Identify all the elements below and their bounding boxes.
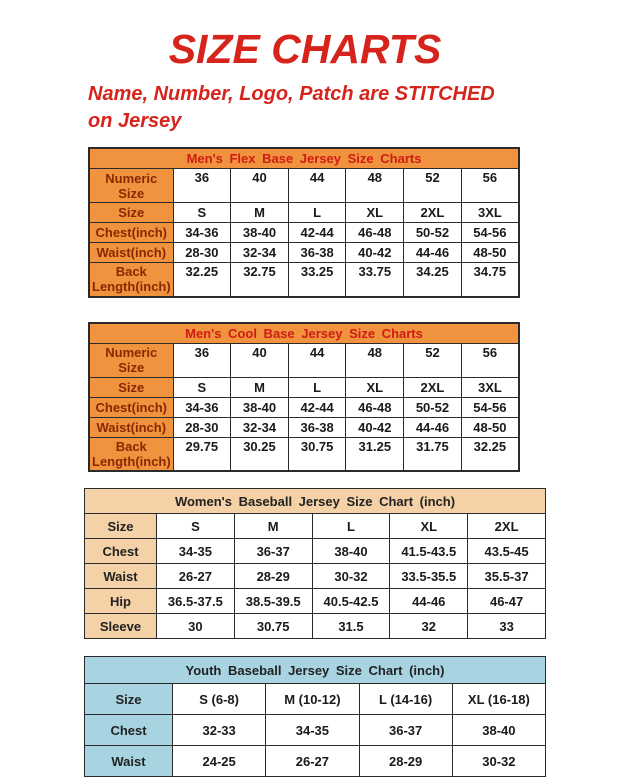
size-cell: 50-52 — [404, 397, 462, 417]
size-cell: 52 — [404, 343, 462, 377]
size-cell: XL — [346, 377, 404, 397]
youth-baseball-size-table — [84, 656, 546, 777]
size-cell: 32 — [390, 614, 468, 639]
size-cell: S (6-8) — [173, 684, 266, 715]
row-label: Back Length(inch) — [89, 263, 173, 297]
size-cell: 31.5 — [312, 614, 390, 639]
row-label: Size — [85, 514, 157, 539]
row-label: Waist — [85, 564, 157, 589]
size-cell: 28-30 — [173, 243, 231, 263]
size-cell: 36-37 — [359, 715, 452, 746]
size-cell: 34.25 — [404, 263, 462, 297]
size-cell: 26-27 — [157, 564, 235, 589]
size-cell: 52 — [404, 169, 462, 203]
size-cell: 40 — [231, 169, 289, 203]
size-cell: 40-42 — [346, 243, 404, 263]
table-title: Youth Baseball Jersey Size Chart (inch) — [85, 657, 546, 684]
row-label: Back Length(inch) — [89, 437, 173, 471]
size-cell: 54-56 — [461, 397, 519, 417]
size-cell: M (10-12) — [266, 684, 359, 715]
size-cell: S — [157, 514, 235, 539]
row-label: Hip — [85, 589, 157, 614]
size-cell: 33.25 — [288, 263, 346, 297]
size-cell: 44-46 — [404, 417, 462, 437]
size-cell: 31.25 — [346, 437, 404, 471]
size-cell: 42-44 — [288, 223, 346, 243]
size-cell: 30-32 — [452, 746, 545, 777]
size-chart-flyer — [0, 26, 638, 776]
size-cell: 2XL — [404, 203, 462, 223]
size-cell: 33.75 — [346, 263, 404, 297]
size-cell: 36-38 — [288, 417, 346, 437]
row-label: Size — [89, 203, 173, 223]
size-cell: 30.25 — [231, 437, 289, 471]
size-cell: 30-32 — [312, 564, 390, 589]
row-label: Size — [89, 377, 173, 397]
page-subtitle: Name, Number, Logo, Patch are STITCHED on Jersey — [88, 83, 495, 132]
size-cell: 33 — [468, 614, 546, 639]
row-label: Waist(inch) — [89, 417, 173, 437]
row-label: Chest — [85, 715, 173, 746]
size-cell: 48 — [346, 343, 404, 377]
womens-baseball-size-table — [84, 488, 546, 639]
row-label: Chest — [85, 539, 157, 564]
size-cell: 44-46 — [404, 243, 462, 263]
size-cell: XL (16-18) — [452, 684, 545, 715]
size-cell: 43.5-45 — [468, 539, 546, 564]
size-cell: S — [173, 377, 231, 397]
row-label: Waist(inch) — [89, 243, 173, 263]
size-cell: 34-36 — [173, 223, 231, 243]
table-title: Men's Cool Base Jersey Size Charts — [89, 323, 519, 344]
table-title: Women's Baseball Jersey Size Chart (inch) — [85, 489, 546, 514]
size-cell: 38-40 — [231, 397, 289, 417]
size-cell: L — [288, 203, 346, 223]
size-cell: 44 — [288, 343, 346, 377]
size-cell: M — [231, 377, 289, 397]
size-cell: L — [312, 514, 390, 539]
size-cell: 2XL — [404, 377, 462, 397]
size-cell: 42-44 — [288, 397, 346, 417]
row-label: Chest(inch) — [89, 223, 173, 243]
size-cell: 31.75 — [404, 437, 462, 471]
size-cell: M — [234, 514, 312, 539]
size-cell: 56 — [461, 169, 519, 203]
size-cell: 34-35 — [157, 539, 235, 564]
size-cell: 36 — [173, 343, 231, 377]
size-cell: 32.25 — [461, 437, 519, 471]
size-cell: 34.75 — [461, 263, 519, 297]
size-cell: 28-29 — [359, 746, 452, 777]
size-cell: 38.5-39.5 — [234, 589, 312, 614]
size-cell: XL — [390, 514, 468, 539]
row-label: Numeric Size — [89, 169, 173, 203]
row-label: Chest(inch) — [89, 397, 173, 417]
size-cell: 36-38 — [288, 243, 346, 263]
size-cell: S — [173, 203, 231, 223]
size-cell: 40.5-42.5 — [312, 589, 390, 614]
size-cell: 36 — [173, 169, 231, 203]
size-cell: 3XL — [461, 377, 519, 397]
size-cell: 50-52 — [404, 223, 462, 243]
table-title: Men's Flex Base Jersey Size Charts — [89, 148, 519, 169]
size-cell: 46-48 — [346, 397, 404, 417]
size-cell: 33.5-35.5 — [390, 564, 468, 589]
row-label: Waist — [85, 746, 173, 777]
size-cell: 38-40 — [452, 715, 545, 746]
size-cell: XL — [346, 203, 404, 223]
size-cell: 2XL — [468, 514, 546, 539]
size-cell: M — [231, 203, 289, 223]
page-title: SIZE CHARTS — [168, 26, 442, 72]
size-cell: 32-34 — [231, 243, 289, 263]
size-cell: 30 — [157, 614, 235, 639]
size-cell: 40 — [231, 343, 289, 377]
size-cell: 26-27 — [266, 746, 359, 777]
size-cell: 36.5-37.5 — [157, 589, 235, 614]
size-cell: L (14-16) — [359, 684, 452, 715]
size-cell: 41.5-43.5 — [390, 539, 468, 564]
size-cell: 32-34 — [231, 417, 289, 437]
size-cell: 28-29 — [234, 564, 312, 589]
size-cell: 29.75 — [173, 437, 231, 471]
size-cell: 34-35 — [266, 715, 359, 746]
size-cell: 30.75 — [288, 437, 346, 471]
size-cell: 56 — [461, 343, 519, 377]
size-cell: 3XL — [461, 203, 519, 223]
size-cell: 35.5-37 — [468, 564, 546, 589]
size-cell: 32.25 — [173, 263, 231, 297]
size-cell: 48-50 — [461, 243, 519, 263]
size-cell: 32-33 — [173, 715, 266, 746]
row-label: Sleeve — [85, 614, 157, 639]
size-cell: 38-40 — [312, 539, 390, 564]
size-cell: 46-48 — [346, 223, 404, 243]
row-label: Size — [85, 684, 173, 715]
size-cell: 24-25 — [173, 746, 266, 777]
size-cell: 48 — [346, 169, 404, 203]
size-cell: 36-37 — [234, 539, 312, 564]
size-cell: 32.75 — [231, 263, 289, 297]
size-cell: L — [288, 377, 346, 397]
mens-cool-base-size-table — [88, 322, 520, 473]
size-cell: 54-56 — [461, 223, 519, 243]
size-cell: 40-42 — [346, 417, 404, 437]
size-cell: 34-36 — [173, 397, 231, 417]
mens-flex-base-size-table — [88, 147, 520, 298]
row-label: Numeric Size — [89, 343, 173, 377]
size-cell: 30.75 — [234, 614, 312, 639]
size-cell: 44-46 — [390, 589, 468, 614]
size-cell: 46-47 — [468, 589, 546, 614]
size-cell: 48-50 — [461, 417, 519, 437]
size-cell: 28-30 — [173, 417, 231, 437]
size-cell: 38-40 — [231, 223, 289, 243]
size-cell: 44 — [288, 169, 346, 203]
